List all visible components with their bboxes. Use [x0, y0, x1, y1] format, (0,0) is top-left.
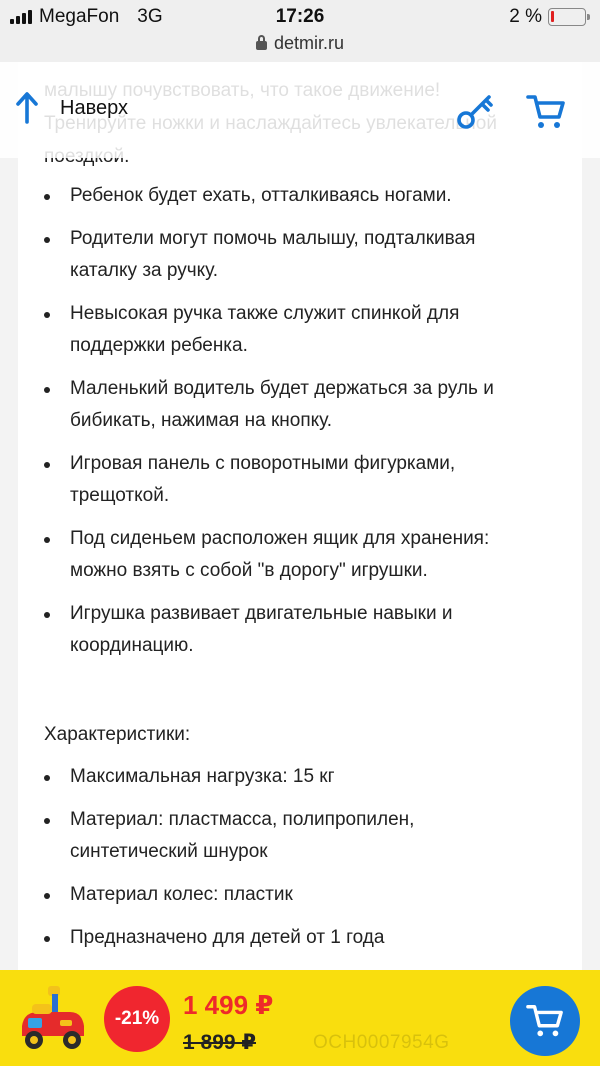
arrow-up-icon	[16, 92, 38, 124]
cart-button[interactable]	[526, 92, 566, 137]
battery-icon	[548, 8, 586, 26]
cart-icon	[526, 1002, 564, 1040]
old-price: 1 899 ₽	[183, 1031, 256, 1054]
back-to-top-label: Наверх	[60, 96, 128, 119]
network-type: 3G	[137, 6, 163, 27]
cart-icon	[526, 92, 566, 132]
login-button[interactable]	[455, 92, 495, 137]
back-to-top-button[interactable]	[16, 92, 128, 124]
product-thumbnail[interactable]	[14, 982, 90, 1056]
feature-item: Под сиденьем расположен ящик для хранения: можно взять с собой "в дорогу" игрушки.	[44, 523, 544, 587]
current-price: 1 499 ₽	[183, 990, 274, 1020]
battery-info	[509, 6, 586, 28]
features-list	[44, 180, 544, 673]
spec-item: Материал колес: пластик	[44, 879, 544, 911]
feature-item: Ребенок будет ехать, отталкиваясь ногами.	[44, 180, 544, 212]
spec-item: Предназначено для детей от 1 года	[44, 922, 544, 954]
status-bar	[0, 0, 600, 62]
spec-item: Материал: пластмасса, полипропилен, синтетический шнурок	[44, 804, 544, 868]
product-sku: OCH0007954G	[313, 1032, 450, 1053]
battery-percent: 2 %	[509, 6, 542, 27]
feature-item: Игровая панель с поворотными фигурками, трещоткой.	[44, 448, 544, 512]
discount-badge: -21%	[104, 986, 170, 1052]
specs-list	[44, 761, 544, 965]
lock-icon	[256, 41, 267, 50]
feature-item: Маленький водитель будет держаться за руль и бибикать, нажимая на кнопку.	[44, 373, 544, 437]
address-bar[interactable]	[0, 33, 600, 54]
feature-item: Игрушка развивает двигательные навыки и координацию.	[44, 598, 544, 662]
feature-item: Невысокая ручка также служит спинкой для поддержки ребенка.	[44, 298, 544, 362]
price-bar	[0, 970, 600, 1066]
key-icon	[455, 92, 495, 132]
ride-on-car-image	[14, 982, 90, 1056]
product-description	[18, 62, 582, 1066]
clock: 17:26	[275, 6, 325, 27]
specs-title: Характеристики:	[44, 724, 191, 745]
sticky-header	[0, 62, 600, 158]
add-to-cart-button[interactable]	[510, 986, 580, 1056]
spec-item: Максимальная нагрузка: 15 кг	[44, 761, 544, 793]
feature-item: Родители могут помочь малышу, подталкивая каталку за ручку.	[44, 223, 544, 287]
carrier-name: MegaFon	[39, 6, 120, 27]
url-text: detmir.ru	[273, 33, 345, 53]
